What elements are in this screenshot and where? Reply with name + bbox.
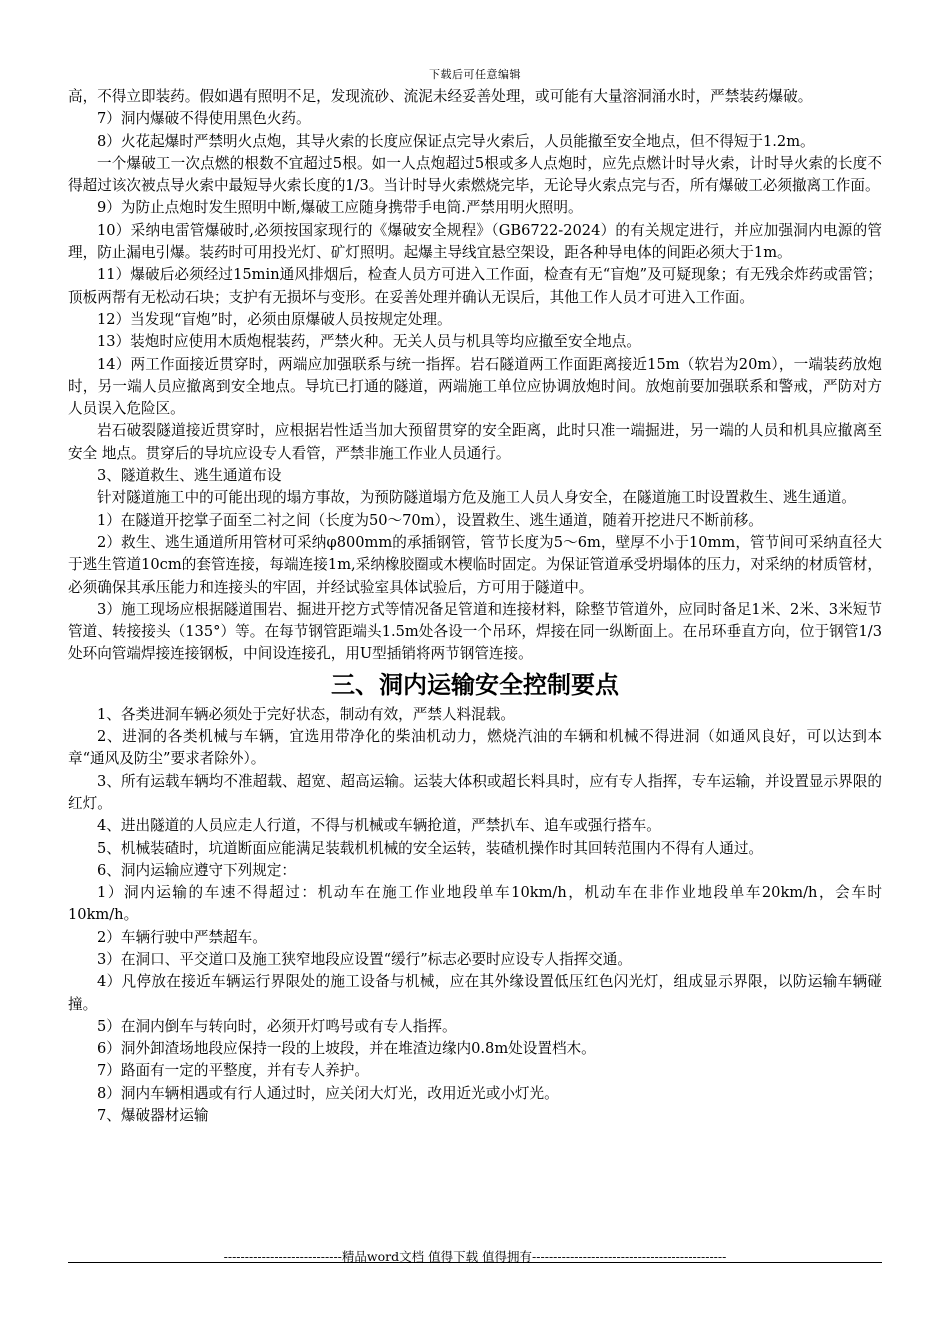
paragraph: 8）火花起爆时严禁明火点炮，其导火索的长度应保证点完导火索后，人员能撤至安全地点，但不得短于1.2m。 <box>97 132 815 150</box>
paragraph: 1）洞内运输的车速不得超过：机动车在施工作业地段单车10km/h，机动车在非作业地段单车20km/h，会车时10km/h。 <box>68 884 882 924</box>
paragraph: 5、机械装碴时，坑道断面应能满足装载机机械的安全运转，装碴机操作时其回转范围内不得有人通过。 <box>97 839 764 857</box>
paragraph: 7）洞内爆破不得使用黑色火药。 <box>97 110 311 128</box>
page-footer: ----------------------------精品word文档 值得下载 值得拥有---------------------------------------------- <box>223 1249 727 1264</box>
paragraph: 1）在隧道开挖掌子面至二衬之间（长度为50～70m），设置救生、逃生通道，随着开挖进尺不断前移。 <box>97 511 763 529</box>
paragraph: 3、所有运载车辆均不准超载、超宽、超高运输。运装大体积或超长料具时，应有专人指挥，专车运输，并设置显示界限的红灯。 <box>68 772 882 812</box>
paragraph: 12）当发现“盲炮”时，必须由原爆破人员按规定处理。 <box>97 310 452 328</box>
paragraph: 高，不得立即装药。假如遇有照明不足，发现流砂、流泥未经妥善处理，或可能有大量溶洞涌水时，严禁装药爆破。 <box>68 88 813 105</box>
footer-rule <box>68 1262 882 1263</box>
paragraph: 7、爆破器材运输 <box>97 1107 209 1125</box>
document-body <box>68 86 882 1127</box>
paragraph: 2）车辆行驶中严禁超车。 <box>97 928 267 946</box>
paragraph: 6、洞内运输应遵守下列规定： <box>97 861 297 879</box>
paragraphs-top <box>68 86 882 666</box>
paragraph: 2、进洞的各类机械与车辆，宜选用带净化的柴油机动力，燃烧汽油的车辆和机械不得进洞（如通风良好，可以达到本章“通风及防尘”要求者除外）。 <box>68 728 882 768</box>
paragraph: 9）为防止点炮时发生照明中断,爆破工应随身携带手电筒.严禁用明火照明。 <box>97 199 583 217</box>
paragraph: 6）洞外卸渣场地段应保持一段的上坡段，并在堆渣边缘内0.8m处设置档木。 <box>97 1040 596 1058</box>
paragraph: 13）装炮时应使用木质炮棍装药，严禁火种。无关人员与机具等均应撤至安全地点。 <box>97 333 641 351</box>
paragraph: 岩石破裂隧道接近贯穿时，应根据岩性适当加大预留贯穿的安全距离，此时只准一端掘进，另一端的人员和机具应撤离至安全 地点。贯穿后的导坑应设专人看管，严禁非施工作业人员通行。 <box>68 422 882 462</box>
paragraph: 14）两工作面接近贯穿时，两端应加强联系与统一指挥。岩石隧道两工作面距离接近15m（软岩为20m），一端装药放炮时，另一端人员应撤离到安全地点。导坑已打通的隧道，两端施工单位应协调放炮时间。放炮前要加强联系和警戒，严防对方人员误入危险区。 <box>68 355 882 418</box>
paragraph: 10）采纳电雷管爆破时,必须按国家现行的《爆破安全规程》（GB6722-2024）的有关规定进行，并应加强洞内电源的管理，防止漏电引爆。装药时可用投光灯、矿灯照明。起爆主导线宜悬空架设，距各种导电体的间距必须大于1m。 <box>68 221 882 262</box>
paragraph: 7）路面有一定的平整度，并有专人养护。 <box>97 1062 369 1080</box>
paragraph: 针对隧道施工中的可能出现的塌方事故，为预防隧道塌方危及施工人员人身安全，在隧道施工时设置救生、逃生通道。 <box>97 489 856 507</box>
paragraphs-bottom <box>68 704 882 1128</box>
paragraph: 5）在洞内倒车与转向时，必须开灯鸣号或有专人指挥。 <box>97 1017 457 1035</box>
page-header: 下载后可任意编辑 <box>429 68 521 81</box>
paragraph: 2）救生、逃生通道所用管材可采纳φ800mm的承插钢管，管节长度为5～6m，壁厚不小于10mm，管节间可采纳直径大于逃生管道10cm的套管连接，每端连接1m,采纳橡胶圈或木楔临时固定。为保证管道承受坍塌体的压力，对采纳的材质管材，必须确保其承压能力和连接头的牢固，并经试验室具体试验后，方可用于隧道中。 <box>68 533 882 596</box>
section-title: 三、洞内运输安全控制要点 <box>331 670 619 699</box>
paragraph: 4、进出隧道的人员应走人行道，不得与机械或车辆抢道，严禁扒车、追车或强行搭车。 <box>97 817 661 835</box>
paragraph: 8）洞内车辆相遇或有行人通过时，应关闭大灯光，改用近光或小灯光。 <box>97 1084 559 1102</box>
paragraph: 1、各类进洞车辆必须处于完好状态，制动有效，严禁人料混载。 <box>97 705 515 723</box>
paragraph: 一个爆破工一次点燃的根数不宜超过5根。如一人点炮超过5根或多人点炮时，应先点燃计时导火索，计时导火索的长度不得超过该次被点导火索中最短导火索长度的1/3。当计时导火索燃烧完毕，无论导火索点完与否，所有爆破工必须撤离工作面。 <box>68 154 882 195</box>
paragraph: 3）在洞口、平交道口及施工狭窄地段应设置“缓行”标志必要时应设专人指挥交通。 <box>97 950 632 968</box>
paragraph: 4）凡停放在接近车辆运行界限处的施工设备与机械，应在其外缘设置低压红色闪光灯，组成显示界限，以防运输车辆碰撞。 <box>68 973 882 1013</box>
paragraph: 3）施工现场应根据隧道围岩、掘进开挖方式等情况备足管道和连接材料，除整节管道外，应同时备足1米、2米、3米短节管道、转接接头（135°）等。在每节钢管距端头1.5m处各设一个吊环，焊接在同一纵断面上。在吊环垂直方向，位于钢管1/3处环向管端焊接连接钢板，中间设连接孔，用U型插销将两节钢管连接。 <box>68 600 882 663</box>
paragraph: 3、隧道救生、逃生通道布设 <box>97 467 282 485</box>
paragraph: 11）爆破后必须经过15min通风排烟后，检查人员方可进入工作面，检查有无“盲炮”及可疑现象；有无残余炸药或雷管；顶板两帮有无松动石块；支护有无损坏与变形。在妥善处理并确认无误后，其他工作人员才可进入工作面。 <box>68 266 882 306</box>
